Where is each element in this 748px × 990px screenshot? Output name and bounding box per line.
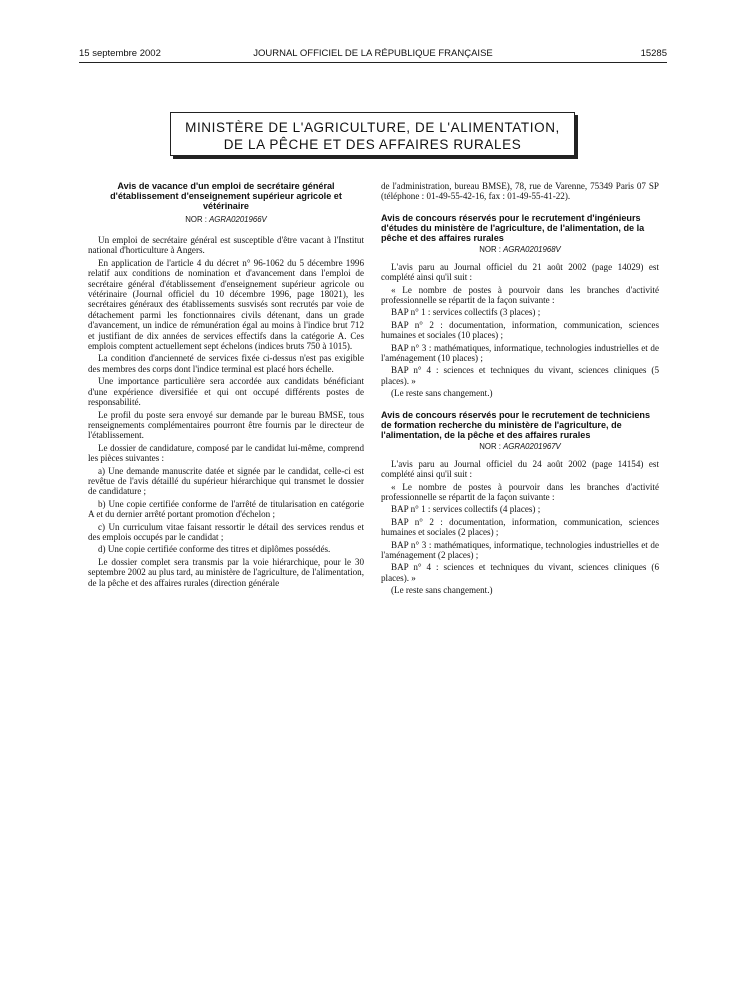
paragraph: BAP n° 3 : mathématiques, informatique, technologies industrielles et de l'aménagement (10 places) ; bbox=[381, 342, 659, 364]
notice-title: Avis de concours réservés pour le recrutement d'ingénieurs d'études du ministère de l'agriculture, de l'alimentation, de la pêche et des affaires rurales bbox=[381, 212, 645, 244]
paragraph: Une importance particulière sera accordée aux candidats bénéficiant d'une expérience diversifiée et qui ont occupé différents postes de responsabilité. bbox=[88, 376, 364, 408]
left-column bbox=[88, 181, 364, 590]
paragraph: (Le reste sans changement.) bbox=[391, 585, 493, 596]
paragraph: c) Un curriculum vitae faisant ressortir le détail des services rendus et des emplois occupés par le candidat ; bbox=[88, 521, 364, 542]
ministry-line-1: MINISTÈRE DE L'AGRICULTURE, DE L'ALIMENTATION, bbox=[185, 120, 560, 135]
paragraph: BAP n° 3 : mathématiques, informatique, technologies industrielles et de l'aménagement (2 places) ; bbox=[381, 539, 659, 560]
paragraph: « Le nombre de postes à pourvoir dans les branches d'activité professionnelle se répartit de la façon suivante : bbox=[381, 284, 659, 306]
paragraph: BAP n° 1 : services collectifs (3 places) ; bbox=[391, 307, 541, 318]
ministry-box bbox=[170, 112, 575, 156]
paragraph: a) Une demande manuscrite datée et signée par le candidat, celle-ci est revêtue de l'avis détaillé du supérieur hiérarchique qui transmet le dossier de candidature ; bbox=[88, 465, 364, 497]
nor-code: AGRA0201967V bbox=[503, 442, 561, 452]
paragraph: Un emploi de secrétaire général est susceptible d'être vacant à l'Institut national d'horticulture à Angers. bbox=[88, 235, 364, 256]
paragraph: Le profil du poste sera envoyé sur demande par le bureau BMSE, tous renseignements complémentaires pourront être fournis par le directeur de l'établissement. bbox=[88, 409, 364, 441]
paragraph: BAP n° 2 : documentation, information, communication, sciences humaines et sociales (2 places) ; bbox=[381, 516, 659, 538]
paragraph: BAP n° 4 : sciences et techniques du vivant, sciences cliniques (6 places). » bbox=[381, 562, 659, 583]
nor-reference: NOR : AGRA0201966V bbox=[185, 214, 267, 224]
paragraph: Le dossier complet sera transmis par la voie hiérarchique, pour le 30 septembre 2002 au plus tard, au ministère de l'agriculture, de l'alimentation, de la pêche et des affaires rurales (direction générale bbox=[88, 556, 364, 588]
paragraph-continuation: de l'administration, bureau BMSE), 78, rue de Varenne, 75349 Paris 07 SP (téléphone : 01-49-55-42-16, fax : 01-49-55-41-22). bbox=[381, 181, 659, 202]
right-column bbox=[381, 181, 659, 598]
journal-title: JOURNAL OFFICIEL DE LA RÉPUBLIQUE FRANÇAISE bbox=[253, 48, 493, 59]
issue-date: 15 septembre 2002 bbox=[79, 48, 161, 59]
paragraph: d) Une copie certifiée conforme des titres et diplômes possédés. bbox=[98, 544, 331, 555]
notice-title: Avis de vacance d'un emploi de secrétaire général d'établissement d'enseignement supérieur agricole et vétérinaire bbox=[110, 181, 342, 212]
paragraph: BAP n° 2 : documentation, information, communication, sciences humaines et sociales (10 places) ; bbox=[381, 319, 659, 341]
paragraph: La condition d'ancienneté de services fixée ci-dessus n'est pas exigible des membres des corps dont l'indice terminal est placé hors échelle. bbox=[88, 353, 364, 374]
paragraph: En application de l'article 4 du décret n° 96-1062 du 5 décembre 1996 relatif aux conditions de nomination et d'avancement dans l'emploi de secrétaire général d'établissement d'enseignement supérieur agricole ou vétérinaire (Journal officiel du 10 décembre 1996, page 18021), les secrétaires généraux des établissements susvisés sont recrutés par voie de détachement parmi les fonctionnaires civils détenant, dans un grade d'avancement, un indice de rémunération égal au moins à l'indice brut 712 et justifiant de dix années de services effectifs dans la catégorie A. Ces emplois comptent actuellement sept échelons (indices bruts 750 à 1015). bbox=[88, 257, 364, 352]
nor-reference: NOR : AGRA0201967V bbox=[479, 442, 561, 452]
paragraph: b) Une copie certifiée conforme de l'arrêté de titularisation en catégorie A et du dernier arrêté portant promotion d'échelon ; bbox=[88, 498, 364, 520]
page-number: 15285 bbox=[640, 48, 667, 59]
paragraph: L'avis paru au Journal officiel du 24 août 2002 (page 14154) est complété ainsi qu'il suit : bbox=[381, 458, 659, 480]
header-rule bbox=[79, 62, 667, 63]
paragraph: (Le reste sans changement.) bbox=[391, 388, 493, 399]
paragraph: BAP n° 4 : sciences et techniques du vivant, sciences cliniques (5 places). » bbox=[381, 365, 659, 386]
nor-reference: NOR : AGRA0201968V bbox=[479, 245, 561, 255]
paragraph: BAP n° 1 : services collectifs (4 places) ; bbox=[391, 504, 541, 515]
nor-code: AGRA0201968V bbox=[503, 245, 561, 255]
notice-title: Avis de concours réservés pour le recrutement de techniciens de formation recherche du ministère de l'agriculture, de l'alimentation, de la pêche et des affaires rurales bbox=[381, 409, 651, 441]
page-header bbox=[79, 48, 667, 62]
paragraph: « Le nombre de postes à pourvoir dans les branches d'activité professionnelle se répartit de la façon suivante : bbox=[381, 481, 659, 502]
paragraph: Le dossier de candidature, composé par le candidat lui-même, comprend les pièces suivantes : bbox=[88, 442, 364, 464]
paragraph: L'avis paru au Journal officiel du 21 août 2002 (page 14029) est complété ainsi qu'il suit : bbox=[381, 261, 659, 283]
nor-code: AGRA0201966V bbox=[209, 214, 267, 224]
ministry-line-2: DE LA PÊCHE ET DES AFFAIRES RURALES bbox=[223, 137, 522, 152]
